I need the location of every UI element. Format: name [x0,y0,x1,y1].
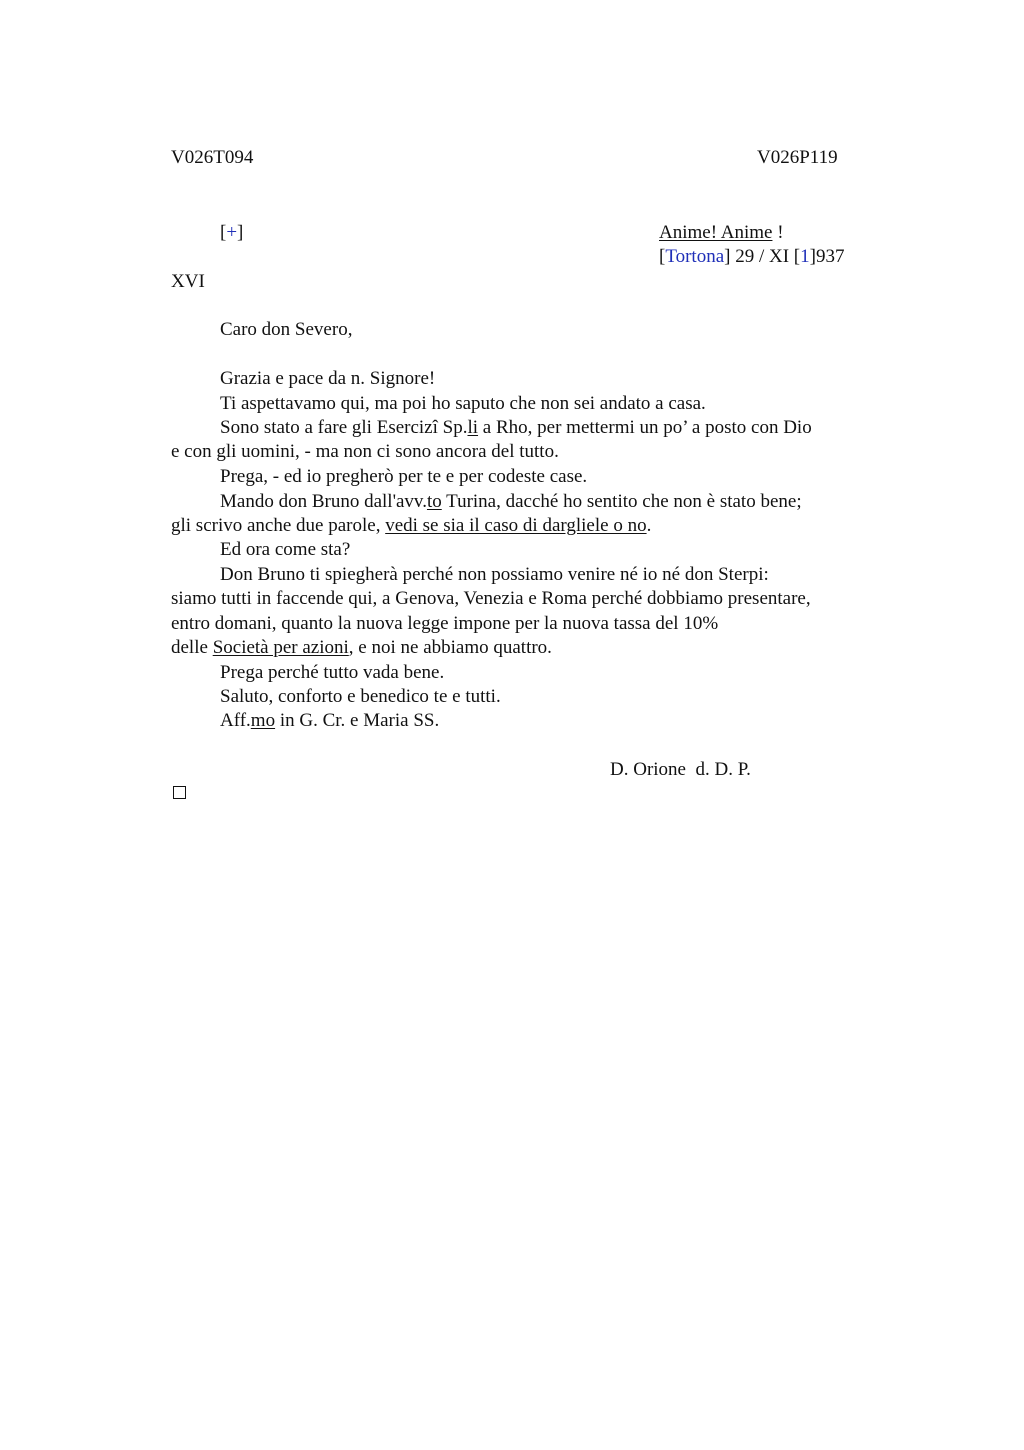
letter-line: Ed ora come sta? [220,539,351,560]
letter-line: gli scrivo anche due parole, vedi se sia il caso di dargliele o no. [171,515,652,536]
letter-line: Sono stato a fare gli Esercizi Sp.li a Rho, per mettermi un po’ a posto con Dio [220,417,812,438]
letter-line: Prega, - ed io pregherò per te e per codeste case. [220,466,588,487]
letter-line: Don Bruno ti spiegherà perché non possiamo venire né io né don Sterpi: [220,564,769,585]
page-code-right: V026P119 [757,147,838,168]
letter-line: delle Società per azioni, e noi ne abbiamo quattro. [171,637,552,658]
end-square-icon [173,786,186,799]
cross-mark: [+] [220,222,244,243]
letter-line: Grazia e pace da n. Signore! [220,368,436,389]
page-code-left: V026T094 [171,147,254,168]
place-date: [Tortona] 29 / XI [1]937 [659,246,845,267]
letter-number: XVI [171,271,205,292]
letter-line: e con gli uomini, - ma non ci sono ancora del tutto. [171,441,559,462]
letter-line: Prega perché tutto vada bene. [220,662,445,683]
salutation: Caro don Severo, [220,319,353,340]
closing-line: Aff.mo in G. Cr. e Maria SS. [220,710,440,731]
letter-line: entro domani, quanto la nuova legge impone per la nuova tassa del 10% [171,613,719,634]
signature: D. Orione d. D. P. [610,759,751,780]
cross-symbol: + [226,222,238,243]
letter-line: siamo tutti in faccende qui, a Genova, Venezia e Roma perché dobbiamo presentare, [171,588,811,609]
letter-line: Ti aspettavamo qui, ma poi ho saputo che non sei andato a casa. [220,393,706,414]
letter-line: Saluto, conforto e benedico te e tutti. [220,686,501,707]
letter-line: Mando don Bruno dall'avv.to Turina, dacché ho sentito che non è stato bene; [220,491,802,512]
place-name: Tortona [665,246,725,267]
motto: Anime! Anime ! [659,222,784,243]
